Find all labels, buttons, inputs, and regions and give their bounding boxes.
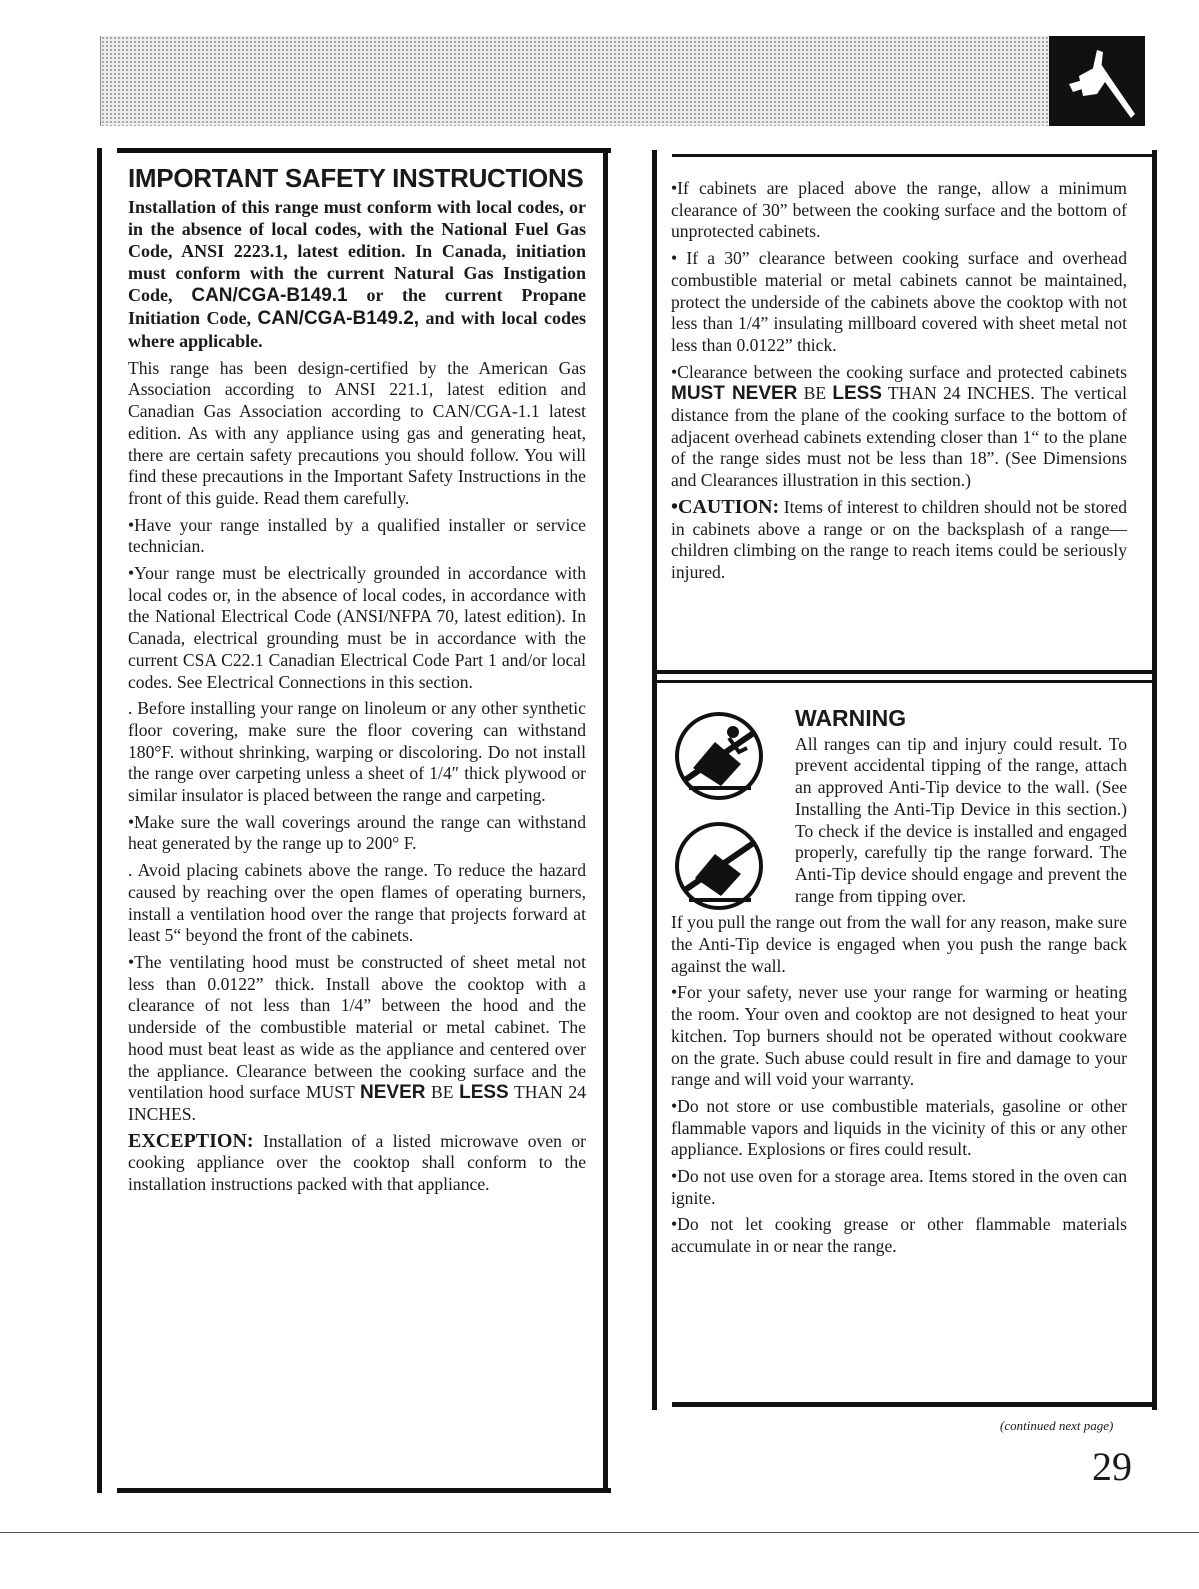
intro-paragraph: This range has been design-certified by the American Gas Association according to ANSI 221.1, latest edition and Canadian Gas Association according to CAN/CGA-1.1 latest edition. As with any appliance using gas and generating heat, there are certain safety precautions you should follow. You will find these precautions in the Important Safety Instructions in the front of this guide. Read them carefully. xyxy=(128,357,586,508)
left-bottom-rule xyxy=(117,1488,611,1493)
bullet-grounding: •Your range must be electrically grounded in accordance with local codes or, in the absence of local codes, in accordance with the National Electrical Code (ANSI/NFPA 70, latest edition). In Canada, electrical grounding must be in accordance with the current CSA C22.1 Canadian Electrical Code Part 1 and/or local codes. See Electrical Connections in this section. xyxy=(128,563,586,692)
bullet-cabinets: . Avoid placing cabinets above the range. To reduce the hazard caused by reaching over the open flames of operating burners, install a ventilation hood over the range that projects forward at least 5“ beyond the front of the cabinets. xyxy=(128,860,586,946)
section-title: IMPORTANT SAFETY INSTRUCTIONS xyxy=(128,163,584,193)
bullet-placed-cabinets: •If cabinets are placed above the range, allow a minimum clearance of 30” between the cooking surface and the bottom of unprotected cabinets. xyxy=(671,178,1127,242)
warning-title: WARNING xyxy=(795,705,907,731)
section-divider-2 xyxy=(652,680,1155,683)
right-column xyxy=(652,150,1155,1410)
header-banner xyxy=(100,36,1145,126)
bullet-wall: •Make sure the wall coverings around the range can withstand heat generated by the range up to 200° F. xyxy=(128,811,586,854)
left-right-rule xyxy=(603,148,608,1493)
bullet-floor: . Before installing your range on linoleum or any other synthetic floor covering, make sure the floor covering can withstand 180°F. without shrinking, warping or discoloring. Do not install the range over carpeting unless a sheet of 1/4″ thick plywood or similar insulator is placed between the range and carpeting. xyxy=(128,698,586,806)
bottom-rule xyxy=(0,1532,1199,1533)
page-number: 29 xyxy=(1092,1444,1132,1489)
lead-paragraph: Installation of this range must conform with local codes, or in the absence of local codes, with the National Fuel Gas Code, ANSI 2223.1, latest edition. In Canada, initiation must conform with the current Natural Gas Instigation Code, CAN/CGA-B149.1 or the current Propane Initiation Code, CAN/CGA-B149.2, and with local codes where applicable. xyxy=(128,196,587,351)
warning-icons xyxy=(671,708,781,948)
warning-text: All ranges can tip and injury could result. To prevent accidental tipping of the range, attach an approved Anti-Tip device to the wall. (See Installing the Anti-Tip Device in this section.) To check if the device is installed and engaged properly, carefully tip the range forward. The Anti-Tip device should engage and prevent the range from tipping over. xyxy=(795,733,1127,906)
right-upper-text xyxy=(671,178,1127,589)
right-right-rule xyxy=(1152,150,1157,1410)
bullet-grease: •Do not let cooking grease or other flammable materials accumulate in or near the range. xyxy=(671,1214,1127,1257)
warning-block xyxy=(671,705,1127,1263)
warning-pull-paragraph: If you pull the range out from the wall for any reason, make sure the Anti-Tip device is engaged when you push the range back against the wall. xyxy=(671,912,1127,976)
left-top-rule xyxy=(117,148,611,153)
bullet-hood: •The ventilating hood must be constructed of sheet metal not less than 0.0122” thick. Install above the cooktop with a clearance of not less than 1/4” between the hood and the underside of the combustible material or metal cabinet. The hood must beat least as wide as the appliance and centered over the appliance. Clearance between the cooking surface and the ventilation hood surface MUST NEVER BE LESS THAN 24 INCHES. xyxy=(128,951,586,1124)
left-vertical-rule xyxy=(97,148,102,1493)
right-bottom-rule xyxy=(672,1402,1155,1407)
bullet-heating: •For your safety, never use your range for warming or heating the room. Your oven and cooktop are not designed to heat your kitchen. Top burners should not be operated without cookware on the grate. Such abuse could result in fire and damage to your range and will void your warranty. xyxy=(671,982,1127,1090)
continued-note: (continued next page) xyxy=(1000,1418,1114,1433)
bullet-clearance-protect: • If a 30” clearance between cooking surface and overhead combustible material or metal cabinets cannot be maintained, protect the underside of the cabinets above the cooktop with not less than 1/4” insulating millboard covered with sheet metal not less than 0.0122” thick. xyxy=(671,248,1127,355)
right-vertical-rule xyxy=(652,150,657,1410)
hand-tool-icon xyxy=(1049,36,1145,126)
bullet-protected-cabinets: •Clearance between the cooking surface and protected cabinets MUST NEVER BE LESS THAN 24 INCHES. The vertical distance from the plane of the cooking surface to the bottom of adjacent overhead cabinets extending closer than 1“ to the plane of the range sides must not be less than 18”. (See Dimensions and Clearances illustration in this section.) xyxy=(671,361,1127,491)
caution-paragraph: •CAUTION: Items of interest to children should not be stored in cabinets above a range or on the backsplash of a range—children climbing on the range to reach items could be seriously injured. xyxy=(671,495,1127,582)
left-text-block xyxy=(128,163,587,1201)
bullet-installer: •Have your range installed by a qualified installer or service technician. xyxy=(128,514,586,557)
tipping-range-icon xyxy=(677,824,761,908)
exception-paragraph: EXCEPTION: Installation of a listed microwave oven or cooking appliance over the cooktop shall conform to the installation instructions packed with that appliance. xyxy=(128,1129,586,1195)
bullet-storage: •Do not use oven for a storage area. Items stored in the oven can ignite. xyxy=(671,1166,1127,1208)
left-column xyxy=(97,148,611,1493)
bullet-combustible: •Do not store or use combustible materials, gasoline or other flammable vapors and liquids in the vicinity of this or any other appliance. Explosions or fires could result. xyxy=(671,1095,1127,1160)
tipping-range-child-icon xyxy=(677,714,761,798)
section-divider xyxy=(652,670,1155,674)
right-top-rule xyxy=(672,154,1155,157)
